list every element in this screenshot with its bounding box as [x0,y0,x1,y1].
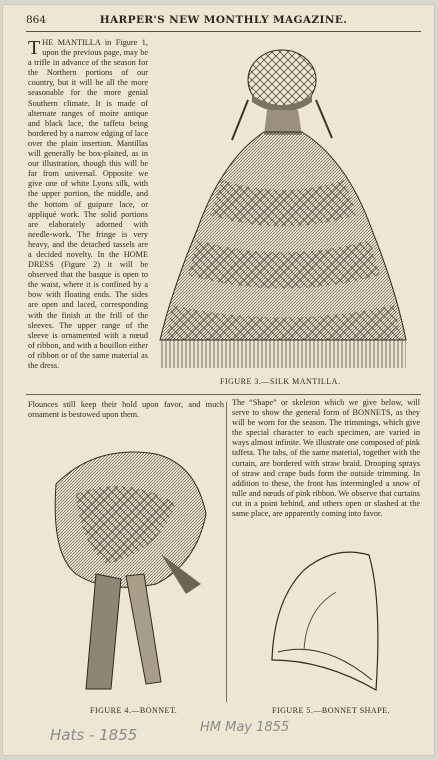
magazine-title: HARPER'S NEW MONTHLY MAGAZINE. [99,14,348,26]
header-rule [26,31,421,32]
bonnet-shape-illustration [264,540,392,698]
section-rule [26,394,421,395]
drop-cap: T [28,37,41,59]
page-number: 864 [26,14,47,26]
magazine-page [2,4,435,756]
mantilla-article-text [28,38,148,371]
handwritten-note-left: Hats - 1855 [50,726,138,744]
figure-4-caption: FIGURE 4.—BONNET. [90,706,178,715]
page-header [26,14,421,30]
bonnet-illustration [36,444,222,694]
silk-mantilla-illustration [152,40,414,370]
column-divider [226,402,227,702]
handwritten-note-right: HM May 1855 [200,720,290,735]
flounces-text: Flounces still keep their hold upon favor, and much ornament is bestowed upon them. [28,400,224,420]
figure-3-caption: FIGURE 3.—SILK MANTILLA. [220,377,341,386]
article-paragraph: HE MANTILLA in Figure 1, upon the previous page, may be a trifle in advance of the season for the Northern portions of our country, but it will be all the more seasonable for the more genial Southern climate. It is made of alternate ranges of moire antique and black lace, the taffeta being bordered by a narrow edging of lace over the plain insertion. Mantillas will generally be box-plaited, as in our illustration, though this will be far from universal. Opposite we give one of white Lyons silk, with the upper portion, the middle, and the bottom of guipure lace, or appliqué work. The solid portions are elaborately adorned with needle-work. The fringe is very heavy, and the detached tassels are a decided novelty. In the HOME DRESS (Figure 2) it will be observed that the basque is open to the waist, where it is confined by a bow with floating ends. The sides are open and laced, corresponding with the finish at the frill of the sleeves. The upper range of the sleeve is ornamented with a nœud of ribbon, and with a bouillon either of ribbon or of the same material as the dress. [28,38,148,370]
bonnets-article-text: The “Shape” or skeleton which we give below, will serve to show the general form of BONNETS, as they will be worn for the season. The trimmings, which give the special character to each specimen, are varied in ways almost infinite. We illustrate one composed of pink taffeta. The tabs, of the same material, together with the curtain, are bordered with straw braid. Drooping sprays of straw and crape buds form the outside trimming. In addition to these, the front has intermingled a snow of tulle and nœuds of pink ribbon. We observe that curtains cut in a point behind, and others open or slashed at the same place, are apparently coming into favor. [232,398,420,519]
figure-5-caption: FIGURE 5.—BONNET SHAPE. [272,706,391,715]
